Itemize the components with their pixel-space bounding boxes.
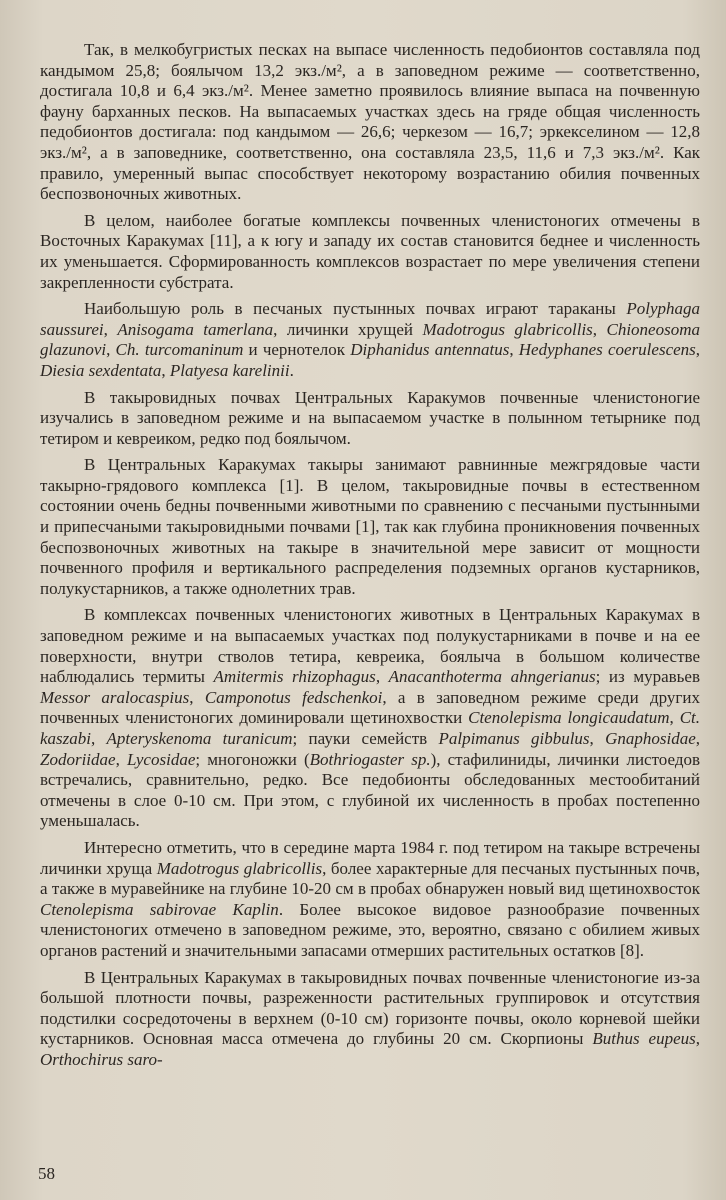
species-name: Diesia sexdentata: [40, 360, 162, 380]
species-name: Apteryskenoma turanicum: [106, 729, 293, 748]
species-name: Platyesa karelinii: [169, 360, 290, 380]
text-run: В Центральных Каракумах в такыровидных почвах почвенные членистоногие из-за большой плотности почвы, разреженности растительных группировок и отсутствия подстилки сосредоточены в верхнем (0-10 см) горизонте почвы, около корневой шейки кустарников. Основная масса отмечена до глубины 20 см. Скорпионы: [40, 967, 700, 1049]
text-run: Интересно отметить, что в середине марта 1984 г. под тетиром на такыре встречены личинки хруща: [40, 837, 700, 878]
text-run: ,: [115, 749, 127, 769]
text-run: , личинки хрущей: [273, 319, 423, 339]
text-run: ,: [103, 319, 118, 339]
species-name: Chioneosoma glazunovi: [40, 319, 700, 360]
text-run: , а в заповедном режиме среди других почвенных членистоногих доминировали щетинохвостки: [40, 687, 700, 728]
paragraph: [40, 455, 700, 599]
text-run: В целом, наиболее богатые комплексы почвенных членистоногих отмечены в Восточных Каракумах [11], а к югу и западу их состав становится беднее и численность их уменьшается. Сформированность комплексов возрастает по мере увеличения степени закрепленности субстрата.: [40, 210, 700, 292]
text-run: , более характерные для песчаных пустынных почв, а также в муравейнике на глубине 10-20 см в пробах обнаружен новый вид щетинохвосток: [40, 858, 700, 899]
body-text: [40, 40, 700, 1077]
species-name: Polyphaga saussurei: [40, 299, 700, 339]
text-run: ,: [509, 340, 519, 360]
text-run: ,: [592, 319, 607, 339]
text-run: Наибольшую роль в песчаных пустынных почвах играют тараканы: [84, 299, 627, 319]
text-run: В комплексах почвенных членистоногих животных в Центральных Каракумах в заповедном режиме и на выпасаемых участках под полукустарниками в почве и на ее поверхности, внутри стволов тетира, кевреика, боялыча в большом количестве наблюдались термиты: [40, 605, 700, 687]
paragraph: [40, 968, 700, 1071]
paragraph: [40, 838, 700, 962]
text-run: ,: [695, 340, 701, 360]
species-name: Orthochirus saro-: [40, 1049, 163, 1069]
text-run: ; из муравьев: [595, 667, 700, 687]
text-run: ), стафилиниды, личинки листоедов встречались, сравнительно, редко. Все педобионты обследованных местообитаний отмечены в слое 0-10 см. При этом, с глубиной их численность в пробах постепенно уменьшалась.: [40, 749, 701, 831]
species-name: Messor aralocaspius: [40, 687, 190, 707]
text-run: ,: [695, 729, 701, 748]
text-run: ; пауки семейств: [292, 729, 439, 748]
species-name: Zodoriidae: [40, 749, 116, 769]
species-name: Anisogama tamerlana: [117, 319, 274, 339]
text-run: ,: [375, 667, 389, 687]
text-run: .: [289, 360, 294, 380]
paragraph: [40, 388, 700, 450]
paragraph: [40, 299, 700, 381]
text-run: и чернотелок: [243, 340, 351, 360]
species-name: Hedyphanes coerulescens: [518, 340, 696, 360]
page-number: 58: [38, 1164, 55, 1183]
species-name: Bothriogaster sp.: [309, 749, 431, 769]
species-name: Ch. turcomaninum: [115, 340, 244, 360]
species-name: Gnaphosidae: [605, 729, 696, 748]
species-name: Anacanthoterma ahngerianus: [388, 667, 596, 687]
text-run: ,: [106, 340, 116, 360]
text-run: Так, в мелкобугристых песках на выпасе численность педобионтов составляла под кандымом 25,8; боялычом 13,2 экз./м², а в заповедном режиме — соответственно, достигала 10,8 и 6,4 экз./м². Менее заметно проявилось влияние выпаса на почвенную фауну барханных песков. На выпасаемых участках здесь на гряде общая численность педобионтов достигала: под кандымом — 26,6; черкезом — 16,7; эркекселином — 12,8 экз./м², а в заповеднике, соответственно, она составляла 23,5, 11,6 и 7,3 экз./м². Как правило, умеренный выпас способствует некоторому возрастанию обилия почвенных беспозвоночных животных.: [40, 40, 700, 204]
text-run: ,: [189, 687, 205, 707]
species-name: Camponotus fedschenkoi: [204, 687, 383, 707]
species-name: Ctenolepisma sabirovae Kaplin: [40, 899, 279, 919]
species-name: Ct. kaszabi: [40, 708, 701, 748]
text-run: ,: [695, 1029, 700, 1049]
species-name: Lycosidae: [126, 749, 196, 769]
species-name: Amitermis rhizophagus: [213, 667, 376, 687]
paragraph: [40, 605, 700, 832]
text-run: ,: [669, 708, 680, 728]
species-name: Buthus eupeus: [592, 1029, 696, 1049]
text-run: ,: [589, 729, 606, 748]
text-run: . Более высокое видовое разнообразие почвенных членистоногих отмечено в заповедном режиме, это, вероятно, связано с обилием живых органов растений и значительными запасами отмерших растительных остатков [8].: [40, 899, 700, 960]
paragraph: [40, 40, 700, 205]
species-name: Ctenolepisma longicaudatum: [468, 708, 670, 728]
species-name: Madotrogus glabricollis: [422, 319, 593, 339]
species-name: Palpimanus gibbulus: [438, 729, 590, 748]
text-run: ,: [161, 360, 170, 380]
text-run: В такыровидных почвах Центральных Каракумов почвенные членистоногие изучались в заповедном режиме и на выпасаемом участке в полынном тетырнике под тетиром и кевреиком, редко под боялычом.: [40, 387, 700, 448]
text-run: ,: [91, 729, 107, 748]
text-run: В Центральных Каракумах такыры занимают равнинные межгрядовые части такырно-грядового комплекса [1]. В целом, такыровидные почвы в естественном состоянии очень бедны почвенными животными по сравнению с песчаными пустынными и припесчаными такыровидными почвами [1], так как глубина проникновения почвенных беспозвоночных животных на такыре в значительной мере зависит от мощности почвенного профиля и вертикального распределения подземных органов кустарников, полукустарников, а также однолетних трав.: [40, 455, 700, 598]
species-name: Diphanidus antennatus: [350, 340, 510, 360]
text-run: ; многоножки (: [195, 749, 310, 769]
paragraph: [40, 211, 700, 293]
species-name: Madotrogus glabricollis: [156, 858, 323, 878]
